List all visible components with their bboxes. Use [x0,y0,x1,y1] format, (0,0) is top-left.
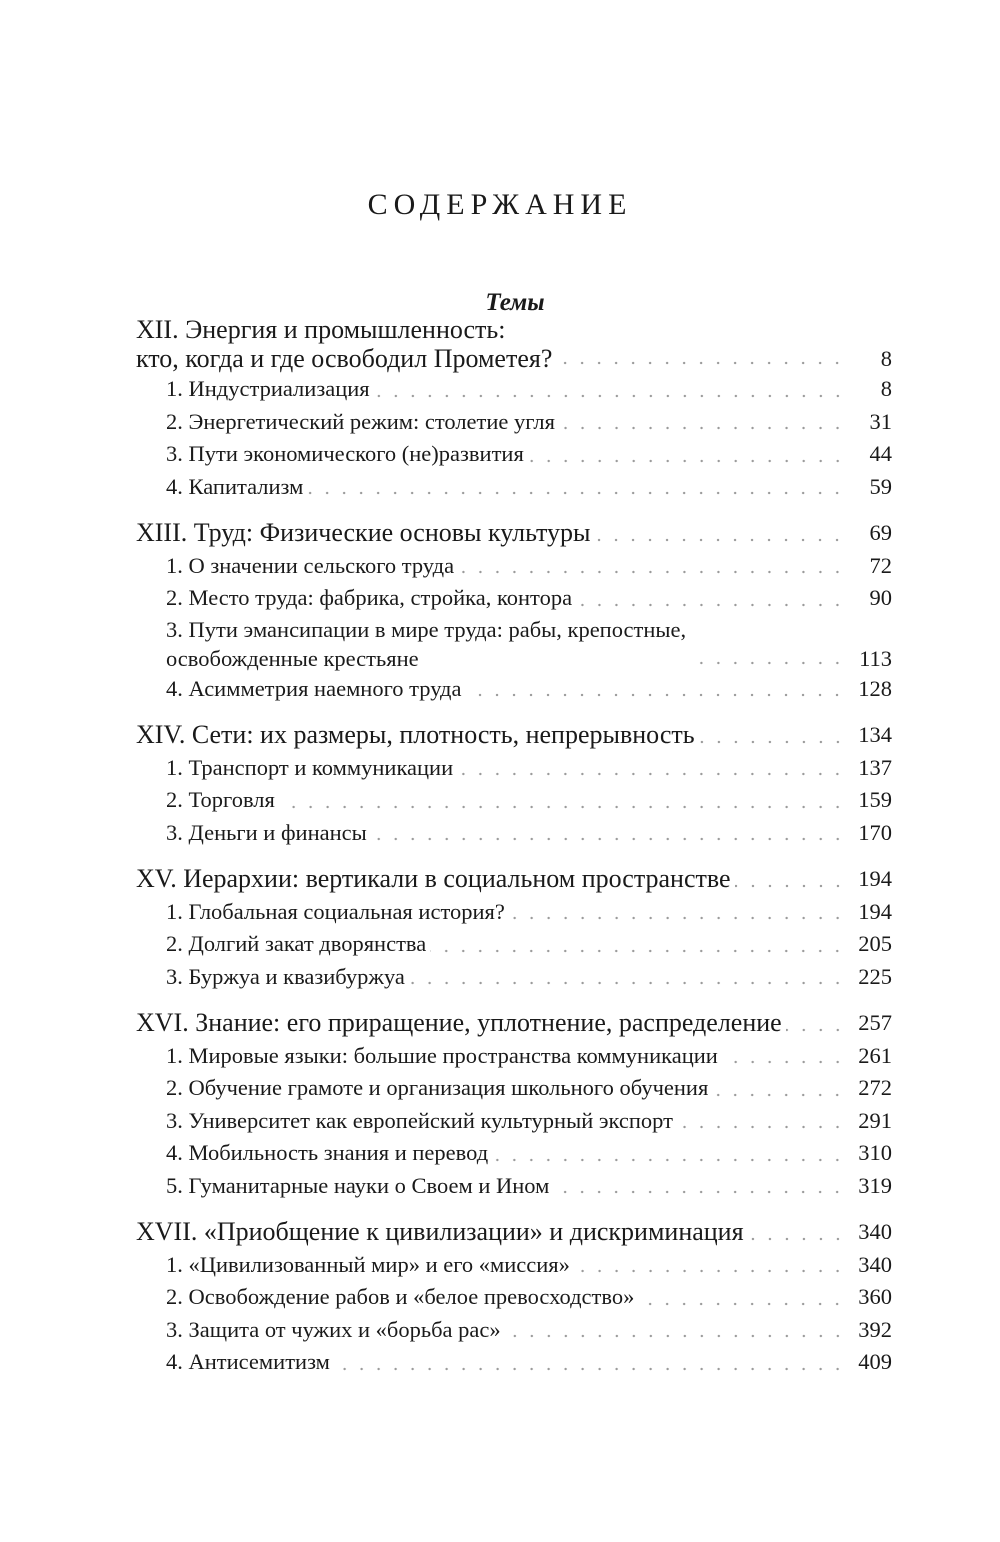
toc-item-title: 2. Место труда: фабрика, стройка, контора [166,585,573,610]
toc-page-number: 392 [858,1316,892,1342]
toc-item[interactable] [136,673,892,706]
dot-leader [574,1269,846,1273]
toc-item[interactable] [136,582,892,615]
toc-chapter-title: XIV. Сети: их размеры, плотность, непрерывность [136,720,695,749]
toc-chapter [136,863,892,993]
toc-item-title: 3. Буржуа и квазибуржуа [166,963,405,989]
dot-leader [559,426,846,430]
toc-item[interactable] [136,1249,892,1282]
toc-item-title: 4. Антисемитизм [166,1349,330,1374]
toc-item[interactable] [136,896,892,929]
toc-item-title: 1. Индустриализация [166,376,370,401]
toc-item[interactable] [136,1072,892,1105]
dot-leader [722,1060,846,1064]
toc-page-number: 194 [858,866,892,891]
toc-page-number: 194 [858,898,892,924]
dot-leader [786,1028,846,1032]
toc-item-title: 3. Университет как европейский культурный экспорт [166,1107,673,1133]
toc-chapter-heading[interactable] [136,1007,892,1040]
toc-item-title: 3. Пути эмансипации в мире труда: рабы, крепостные, [166,616,687,642]
toc-item[interactable] [136,1281,892,1314]
dot-leader [457,772,846,776]
toc-chapter [136,719,892,849]
toc-page-number: 261 [858,1042,892,1068]
dot-leader [509,916,846,920]
toc-item[interactable] [136,550,892,583]
toc-chapter-title: XVII. «Приобщение к цивилизации» и дискриминация [136,1217,744,1246]
toc-chapter-heading[interactable] [136,719,892,752]
toc-page-number: 137 [858,754,892,780]
toc-chapter-title: XVI. Знание: его приращение, уплотнение, распределение [136,1008,782,1037]
toc-page-number: 72 [869,552,892,578]
toc-page-number: 360 [858,1284,892,1309]
toc-item[interactable] [136,961,892,994]
toc-page-number: 134 [858,722,892,747]
toc-page-number: 159 [858,787,892,812]
toc-chapter-title: XIII. Труд: Физические основы культуры [136,518,591,547]
toc-item-title: 2. Торговля [166,787,275,812]
toc-chapter [136,517,892,705]
dot-leader [528,459,846,463]
dot-leader [307,491,846,495]
toc-page-number: 8 [880,346,892,371]
dot-leader [556,361,846,365]
dot-leader [748,1237,846,1241]
dot-leader [505,1334,846,1338]
toc-page-number: 59 [869,473,892,499]
toc-item-title: 5. Гуманитарные науки о Своем и Ином [166,1172,550,1198]
toc-page-number: 44 [869,441,892,466]
page-title: СОДЕРЖАНИЕ [367,188,633,222]
toc-page-number: 319 [858,1172,892,1198]
toc-item[interactable] [136,928,892,961]
dot-leader [492,1158,846,1162]
toc-page-number: 340 [858,1219,892,1244]
toc-item-title: 2. Освобождение рабов и «белое превосходство» [166,1284,635,1309]
section-heading: Темы [485,288,545,316]
toc-item[interactable] [136,1170,892,1203]
toc-item[interactable] [136,1314,892,1347]
toc-item[interactable] [136,438,892,471]
toc-page-number: 409 [858,1349,892,1374]
toc-item-title: 2. Энергетический режим: столетие угля [166,408,555,434]
dot-leader [712,1093,846,1097]
toc-page-number: 310 [858,1140,892,1165]
dot-leader [465,693,846,697]
dot-leader [374,394,846,398]
toc-item[interactable] [136,1346,892,1379]
toc-item[interactable] [136,784,892,817]
toc-chapter-heading[interactable] [136,517,892,550]
toc-item[interactable] [136,471,892,504]
toc-item[interactable] [136,1040,892,1073]
toc-page-number: 225 [858,963,892,989]
toc-chapter-title: кто, когда и где освободил Прометея? [136,344,553,373]
toc-chapter-title: XII. Энергия и промышленность: [136,315,506,344]
dot-leader [409,981,846,985]
toc-page-number: 170 [858,819,892,845]
toc-item-title: 3. Деньги и финансы [166,819,367,845]
toc-item-title: 1. «Цивилизованный мир» и его «миссия» [166,1251,570,1277]
toc-page-number: 257 [858,1010,892,1035]
dot-leader [279,805,846,809]
toc-item[interactable] [136,406,892,439]
toc-chapter-heading[interactable] [136,863,892,896]
dot-leader [458,570,846,574]
table-of-contents [136,315,892,1393]
toc-item-title: 1. Транспорт и коммуникации [166,754,454,780]
toc-chapter [136,315,892,503]
toc-item-title: 1. О значении сельского труда [166,552,455,578]
toc-chapter-heading[interactable] [136,315,892,373]
toc-chapter-heading[interactable] [136,1216,892,1249]
dot-leader [334,1367,846,1371]
toc-item[interactable] [136,752,892,785]
dot-leader [576,603,846,607]
dot-leader [430,949,846,953]
toc-item-title: 1. Глобальная социальная история? [166,898,505,924]
toc-item-title: 3. Пути экономического (не)развития [166,441,524,466]
toc-item-title: 4. Мобильность знания и перевод [166,1140,489,1165]
toc-page-number: 291 [858,1107,892,1133]
toc-page-number: 31 [869,408,892,434]
dot-leader [553,1190,846,1194]
toc-chapter [136,1007,892,1202]
dot-leader [371,837,846,841]
toc-page-number: 340 [858,1251,892,1277]
toc-item-title: 1. Мировые языки: большие пространства коммуникации [166,1042,718,1068]
toc-page-number: 8 [880,376,892,401]
dot-leader [699,740,846,744]
toc-item[interactable] [136,373,892,406]
dot-leader [677,1125,846,1129]
toc-page-number: 205 [858,931,892,956]
toc-item-title: 3. Защита от чужих и «борьба рас» [166,1316,501,1342]
dot-leader [690,661,846,665]
toc-item[interactable] [136,615,892,673]
toc-page-number: 69 [869,520,892,545]
toc-page-number: 272 [858,1075,892,1100]
dot-leader [638,1302,846,1306]
toc-item[interactable] [136,1137,892,1170]
toc-item-title: 4. Капитализм [166,473,304,499]
toc-page-number: 90 [869,585,892,610]
dot-leader [594,538,846,542]
toc-page-number: 128 [858,675,892,701]
toc-item-title: 2. Обучение грамоте и организация школьного обучения [166,1075,709,1100]
dot-leader [735,884,846,888]
toc-item-title: 4. Асимметрия наемного труда [166,675,462,701]
toc-chapter [136,1216,892,1379]
toc-item-title: 2. Долгий закат дворянства [166,931,427,956]
toc-item[interactable] [136,817,892,850]
toc-item-title: освобожденные крестьяне [166,645,419,671]
toc-item[interactable] [136,1105,892,1138]
toc-chapter-title: XV. Иерархии: вертикали в социальном пространстве [136,864,731,893]
toc-page-number: 113 [859,645,892,671]
